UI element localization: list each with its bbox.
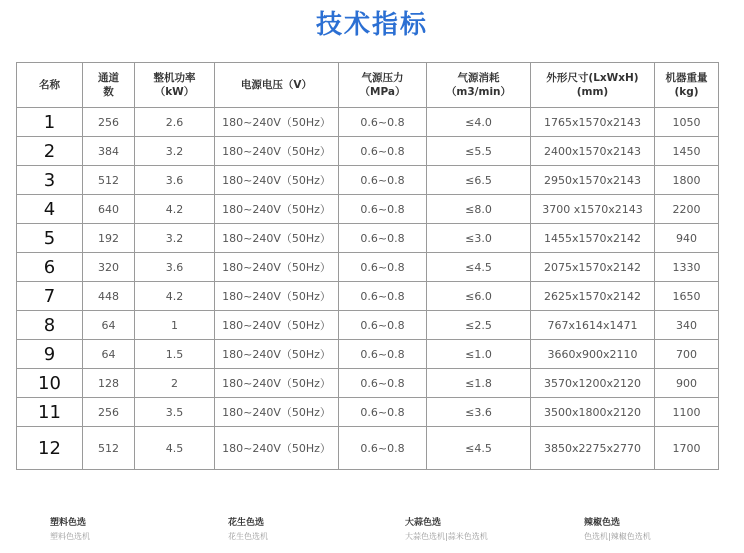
table-row bbox=[17, 398, 719, 427]
footer-links bbox=[0, 517, 744, 553]
table-cell: 64 bbox=[83, 311, 135, 340]
table-row bbox=[17, 427, 719, 470]
footer-link-subtitle: 塑料色选机 bbox=[50, 532, 90, 541]
row-index: 5 bbox=[17, 224, 83, 253]
table-cell: ≤3.6 bbox=[427, 398, 531, 427]
table-cell: 2 bbox=[135, 369, 215, 398]
table-cell: 0.6~0.8 bbox=[339, 137, 427, 166]
table-cell: 2200 bbox=[655, 195, 719, 224]
table-cell: 320 bbox=[83, 253, 135, 282]
table-row bbox=[17, 311, 719, 340]
table-cell: 180~240V（50Hz） bbox=[215, 311, 339, 340]
footer-link-subtitle: 花生色选机 bbox=[228, 532, 268, 541]
table-row bbox=[17, 340, 719, 369]
table-cell: 384 bbox=[83, 137, 135, 166]
table-cell: 256 bbox=[83, 108, 135, 137]
column-header: 整机功率 （kW） bbox=[135, 63, 215, 108]
table-cell: 3660x900x2110 bbox=[531, 340, 655, 369]
table-cell: 0.6~0.8 bbox=[339, 224, 427, 253]
footer-link-title: 辣椒色选 bbox=[584, 518, 621, 528]
table-cell: 700 bbox=[655, 340, 719, 369]
footer-link-subtitle: 色选机|辣椒色选机 bbox=[584, 532, 651, 541]
footer-link[interactable] bbox=[228, 517, 268, 543]
table-cell: 180~240V（50Hz） bbox=[215, 253, 339, 282]
column-header: 外形尺寸(LxWxH) (mm) bbox=[531, 63, 655, 108]
table-cell: 2.6 bbox=[135, 108, 215, 137]
table-cell: 3850x2275x2770 bbox=[531, 427, 655, 470]
footer-link-subtitle: 大蒜色选机|蒜米色选机 bbox=[405, 532, 488, 541]
table-cell: 64 bbox=[83, 340, 135, 369]
column-header: 气源消耗 （m3/min） bbox=[427, 63, 531, 108]
table-cell: 1450 bbox=[655, 137, 719, 166]
table-cell: 256 bbox=[83, 398, 135, 427]
table-cell: 767x1614x1471 bbox=[531, 311, 655, 340]
table-cell: 1330 bbox=[655, 253, 719, 282]
table-cell: 512 bbox=[83, 427, 135, 470]
table-cell: 1050 bbox=[655, 108, 719, 137]
row-index: 10 bbox=[17, 369, 83, 398]
table-cell: 3570x1200x2120 bbox=[531, 369, 655, 398]
table-cell: 0.6~0.8 bbox=[339, 340, 427, 369]
table-cell: 180~240V（50Hz） bbox=[215, 108, 339, 137]
table-cell: 2075x1570x2142 bbox=[531, 253, 655, 282]
table-cell: 4.5 bbox=[135, 427, 215, 470]
table-row bbox=[17, 195, 719, 224]
column-header: 气源压力 （MPa） bbox=[339, 63, 427, 108]
table-cell: 3.5 bbox=[135, 398, 215, 427]
row-index: 2 bbox=[17, 137, 83, 166]
table-cell: 0.6~0.8 bbox=[339, 369, 427, 398]
table-row bbox=[17, 369, 719, 398]
page-title: 技术指标 bbox=[315, 10, 428, 40]
row-index: 12 bbox=[17, 427, 83, 470]
table-cell: 180~240V（50Hz） bbox=[215, 427, 339, 470]
table-cell: ≤4.0 bbox=[427, 108, 531, 137]
row-index: 3 bbox=[17, 166, 83, 195]
table-cell: 180~240V（50Hz） bbox=[215, 340, 339, 369]
table-cell: 1455x1570x2142 bbox=[531, 224, 655, 253]
table-cell: 3700 x1570x2143 bbox=[531, 195, 655, 224]
row-index: 6 bbox=[17, 253, 83, 282]
table-cell: 180~240V（50Hz） bbox=[215, 398, 339, 427]
table-cell: 1 bbox=[135, 311, 215, 340]
table-cell: ≤2.5 bbox=[427, 311, 531, 340]
table-cell: 1700 bbox=[655, 427, 719, 470]
table-cell: 3.6 bbox=[135, 166, 215, 195]
table-cell: 0.6~0.8 bbox=[339, 253, 427, 282]
table-cell: 940 bbox=[655, 224, 719, 253]
table-cell: 512 bbox=[83, 166, 135, 195]
header-row bbox=[17, 63, 719, 108]
row-index: 11 bbox=[17, 398, 83, 427]
table-cell: 0.6~0.8 bbox=[339, 398, 427, 427]
table-cell: 340 bbox=[655, 311, 719, 340]
table-body bbox=[17, 108, 719, 470]
footer-link[interactable] bbox=[50, 517, 90, 543]
table-cell: 3.6 bbox=[135, 253, 215, 282]
footer-link[interactable] bbox=[405, 517, 488, 543]
table-cell: ≤4.5 bbox=[427, 253, 531, 282]
table-cell: 0.6~0.8 bbox=[339, 427, 427, 470]
table-cell: 2400x1570x2143 bbox=[531, 137, 655, 166]
table-cell: 640 bbox=[83, 195, 135, 224]
table-cell: 2950x1570x2143 bbox=[531, 166, 655, 195]
footer-link-title: 大蒜色选 bbox=[405, 518, 442, 528]
table-cell: 180~240V（50Hz） bbox=[215, 166, 339, 195]
table-row bbox=[17, 253, 719, 282]
footer-link-title: 塑料色选 bbox=[50, 518, 87, 528]
footer-link[interactable] bbox=[584, 517, 651, 543]
table-cell: 3.2 bbox=[135, 137, 215, 166]
spec-table bbox=[16, 62, 719, 470]
table-cell: ≤1.0 bbox=[427, 340, 531, 369]
column-header: 机器重量 (kg) bbox=[655, 63, 719, 108]
table-row bbox=[17, 108, 719, 137]
column-header: 名称 bbox=[17, 63, 83, 108]
table-cell: ≤8.0 bbox=[427, 195, 531, 224]
table-cell: 1650 bbox=[655, 282, 719, 311]
table-cell: 2625x1570x2142 bbox=[531, 282, 655, 311]
column-header: 通道 数 bbox=[83, 63, 135, 108]
table-cell: 900 bbox=[655, 369, 719, 398]
row-index: 9 bbox=[17, 340, 83, 369]
row-index: 1 bbox=[17, 108, 83, 137]
table-cell: 1800 bbox=[655, 166, 719, 195]
table-cell: ≤1.8 bbox=[427, 369, 531, 398]
table-row bbox=[17, 137, 719, 166]
row-index: 8 bbox=[17, 311, 83, 340]
table-row bbox=[17, 166, 719, 195]
table-cell: 1765x1570x2143 bbox=[531, 108, 655, 137]
table-cell: 448 bbox=[83, 282, 135, 311]
table-cell: 192 bbox=[83, 224, 135, 253]
table-cell: 3500x1800x2120 bbox=[531, 398, 655, 427]
table-cell: 4.2 bbox=[135, 195, 215, 224]
table-cell: 0.6~0.8 bbox=[339, 108, 427, 137]
table-cell: 180~240V（50Hz） bbox=[215, 282, 339, 311]
footer-link-title: 花生色选 bbox=[228, 518, 265, 528]
table-cell: 180~240V（50Hz） bbox=[215, 224, 339, 253]
table-cell: 1.5 bbox=[135, 340, 215, 369]
table-cell: 180~240V（50Hz） bbox=[215, 195, 339, 224]
table-cell: 0.6~0.8 bbox=[339, 311, 427, 340]
table-row bbox=[17, 282, 719, 311]
table-cell: ≤6.0 bbox=[427, 282, 531, 311]
column-header: 电源电压（V） bbox=[215, 63, 339, 108]
row-index: 7 bbox=[17, 282, 83, 311]
table-cell: ≤3.0 bbox=[427, 224, 531, 253]
table-cell: ≤5.5 bbox=[427, 137, 531, 166]
table-cell: 180~240V（50Hz） bbox=[215, 137, 339, 166]
table-cell: 4.2 bbox=[135, 282, 215, 311]
table-cell: ≤6.5 bbox=[427, 166, 531, 195]
table-cell: 0.6~0.8 bbox=[339, 282, 427, 311]
table-cell: 128 bbox=[83, 369, 135, 398]
table-cell: ≤4.5 bbox=[427, 427, 531, 470]
table-cell: 0.6~0.8 bbox=[339, 166, 427, 195]
table-row bbox=[17, 224, 719, 253]
table-cell: 1100 bbox=[655, 398, 719, 427]
row-index: 4 bbox=[17, 195, 83, 224]
table-cell: 180~240V（50Hz） bbox=[215, 369, 339, 398]
table-cell: 3.2 bbox=[135, 224, 215, 253]
table-cell: 0.6~0.8 bbox=[339, 195, 427, 224]
